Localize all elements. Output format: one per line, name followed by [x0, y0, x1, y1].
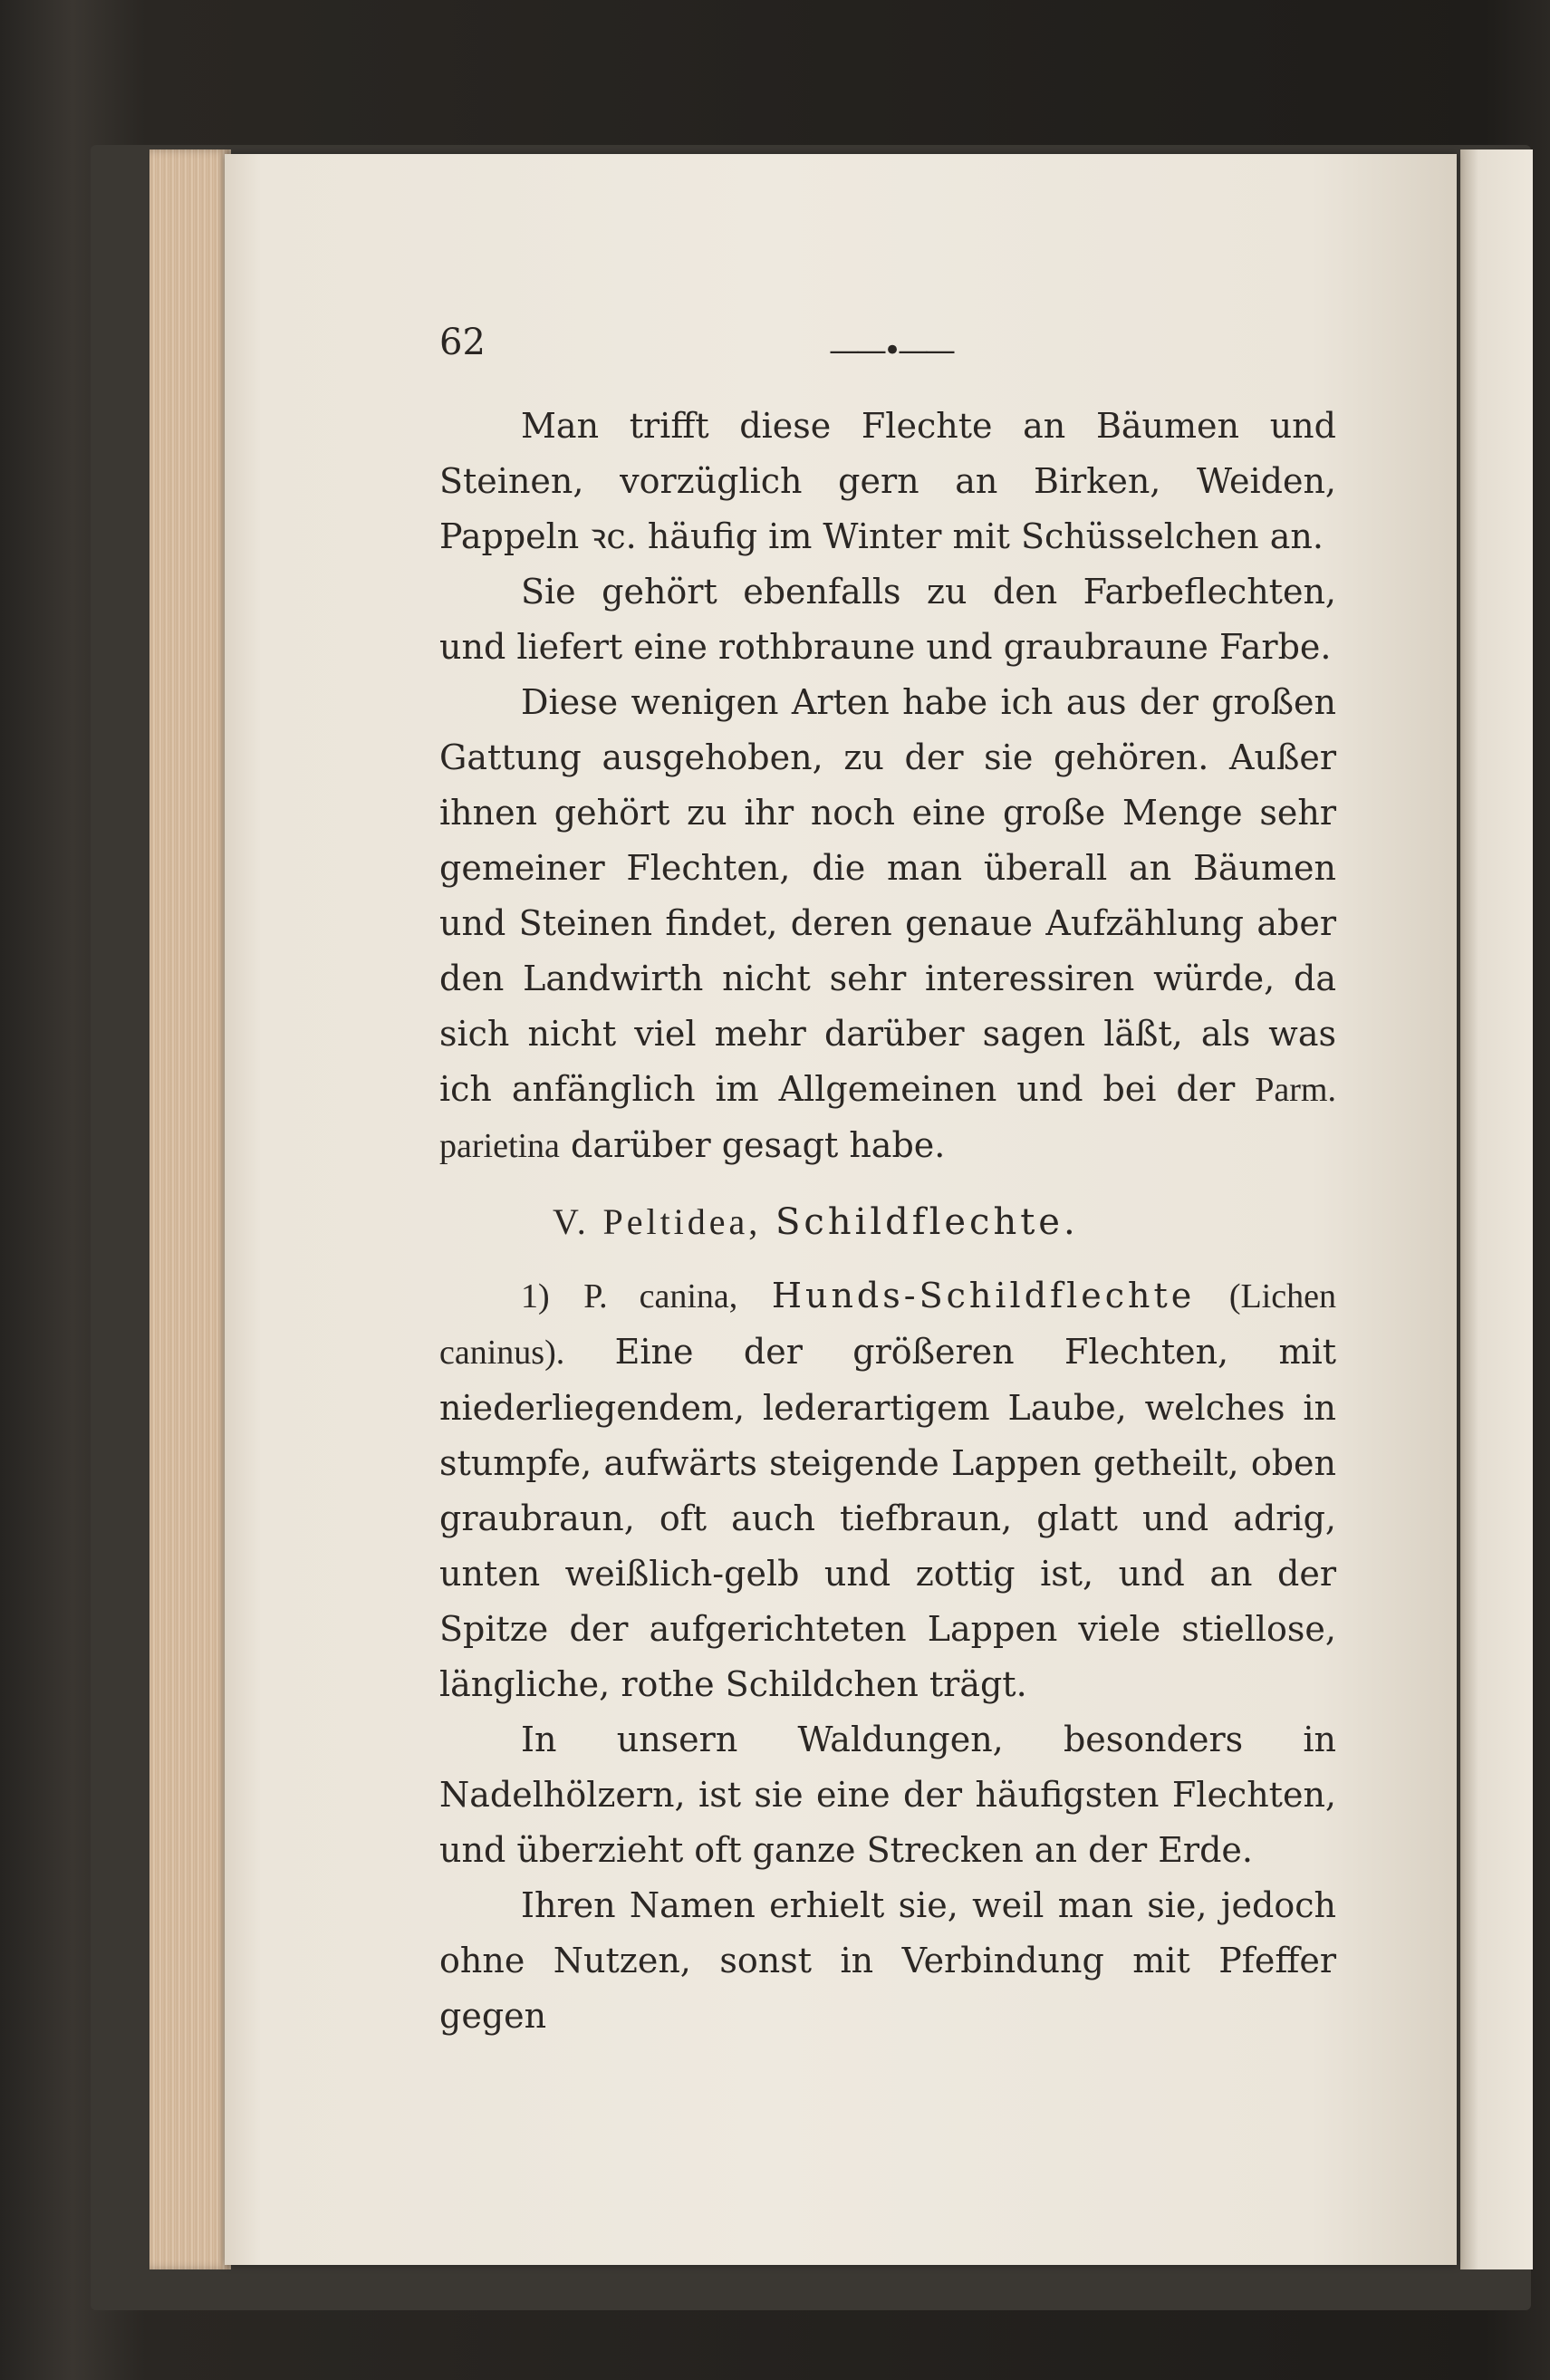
header-ornament: ——•——	[829, 332, 953, 369]
paragraph-3-end: darüber gesagt habe.	[559, 1125, 946, 1165]
entry-synonym: (Lichen caninus).	[439, 1277, 1336, 1372]
facing-page-edge	[1460, 149, 1533, 2269]
section-german-name: Schildflechte.	[775, 1201, 1079, 1243]
closing-paragraph-2: Ihren Namen erhielt sie, weil man sie, jedoch ohne Nutzen, sonst in Verbindung mit Pfeffer gegen	[439, 1885, 1336, 2036]
page-edges	[149, 149, 231, 2269]
paragraph-3-text: Diese wenigen Arten habe ich aus der großen Gattung ausgehoben, zu der sie gehören. Außer ihnen gehört zu ihr noch eine große Menge sehr gemeiner Flechten, die man überall an Bäumen und Steinen findet, deren genaue Aufzählung aber den Landwirth nicht sehr interessiren würde, da sich nicht viel mehr darüber sagen läßt, als was ich anfänglich im Allgemeinen und bei der	[439, 682, 1336, 1109]
section-latin-name: Peltidea,	[602, 1201, 762, 1242]
entry-latin-name: P. canina,	[583, 1277, 738, 1315]
paragraph-1: Man trifft diese Flechte an Bäumen und Steinen, vorzüglich gern an Birken, Weiden, Pappeln ꝛc. häufig im Winter mit Schüsselchen an.	[439, 406, 1336, 556]
entry-description: Eine der größeren Flechten, mit niederliegendem, lederartigem Laube, welches in stumpfe, aufwärts steigende Lappen getheilt, oben graubraun, oft auch tiefbraun, glatt und adrig, unten weißlich-gelb und zottig ist, und an der Spitze der aufgerichteten Lappen viele stiellose, längliche, rothe Schildchen trägt.	[439, 1332, 1336, 1704]
section-numeral: V.	[553, 1201, 589, 1242]
entry-german-name: Hunds-Schildflechte	[771, 1276, 1196, 1315]
text-block	[439, 399, 1336, 2044]
closing-paragraph-1: In unsern Waldungen, besonders in Nadelhölzern, ist sie eine der häufigsten Flechten, und überzieht oft ganze Strecken an der Erde.	[439, 1720, 1336, 1870]
section-heading	[439, 1194, 1336, 1250]
paragraph-3	[439, 675, 1336, 1174]
entry-paragraph	[439, 1268, 1336, 1712]
page-header	[439, 322, 1345, 376]
entry-number: 1)	[521, 1277, 550, 1315]
paragraph-3-latin: Parm. parietina	[439, 1071, 1336, 1165]
page-number: 62	[439, 322, 486, 363]
paragraph-2: Sie gehört ebenfalls zu den Farbeflechten, und liefert eine rothbraune und graubraune Farbe.	[439, 572, 1336, 667]
